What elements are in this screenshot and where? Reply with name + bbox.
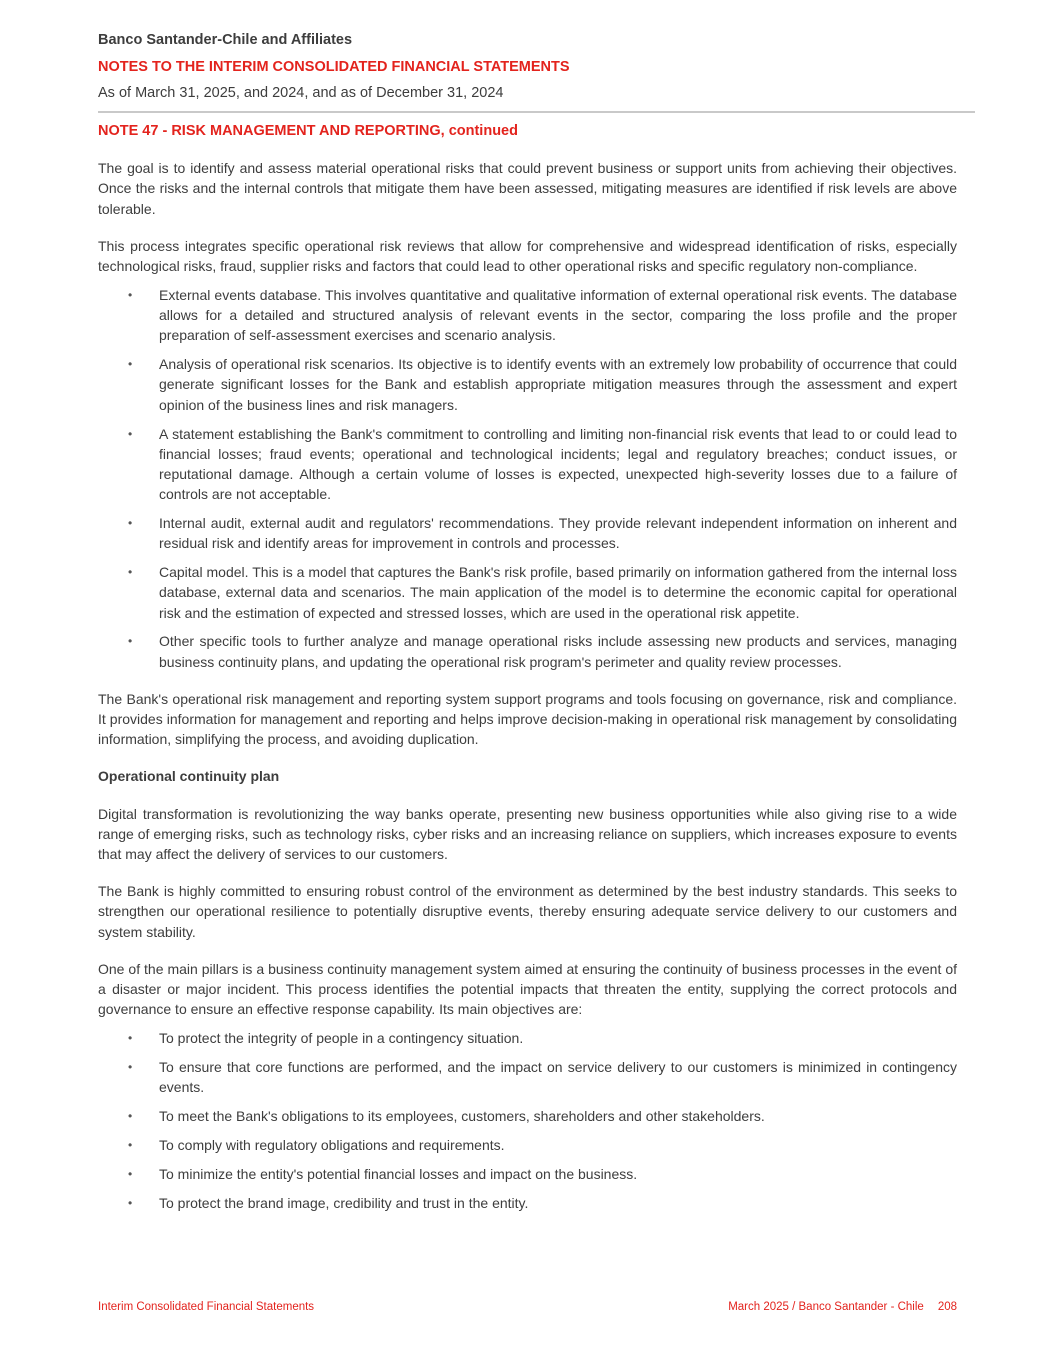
- risk-tools-list: [98, 285, 957, 672]
- bullet-icon: •: [128, 426, 133, 441]
- bullet-icon: •: [128, 516, 133, 530]
- objectives-list: [98, 1028, 957, 1213]
- bullet-icon: •: [128, 1195, 133, 1210]
- paragraph-commitment: The Bank is highly committed to ensuring robust control of the environment as determined by the best industry standards. This seeks to strengthen our operational resilience to potentially disruptive events, thereby ensuring adequate service delivery to our customers and system stability.: [98, 883, 957, 940]
- bullet-icon: •: [128, 1031, 133, 1046]
- list-item: [98, 1057, 957, 1097]
- list-item-text: Analysis of operational risk scenarios. Its objective is to identify events with an extremely low probability of occurrence that could generate significant losses for the Bank and establish appropriate mitigation measures through the assessment and expert opinion of the business lines and risk managers.: [159, 356, 957, 413]
- footer-right: [728, 1301, 957, 1313]
- list-item-text: Capital model. This is a model that captures the Bank's risk profile, based primarily on information gathered from the internal loss database, external data and scenarios. The main application of the model is to determine the economic capital for operational risk and the estimation of expected and stressed losses, which are used in the operational risk appetite.: [159, 564, 957, 621]
- bullet-icon: •: [128, 287, 133, 302]
- list-item-text: Other specific tools to further analyze and manage operational risks include assessing new products and services, managing business continuity plans, and updating the operational risk program's perimeter and quality review processes.: [159, 633, 957, 670]
- paragraph-goal: The goal is to identify and assess material operational risks that could prevent business or support units from achieving their objectives. Once the risks and the internal controls that mitigate them have been assessed, mitigating measures are identified if risk levels are above tolerable.: [98, 160, 957, 217]
- bullet-icon: •: [128, 634, 133, 649]
- list-item: [98, 1193, 957, 1213]
- list-item: [98, 562, 957, 623]
- list-item-text: External events database. This involves quantitative and qualitative information of external operational risk events. The database allows for a detailed and structured analysis of relevant events in the sector, comparing the loss profile and the proper preparation of self-assessment exercises and scenario analysis.: [159, 286, 957, 344]
- footer-period-bank: March 2025 / Banco Santander - Chile: [728, 1301, 924, 1313]
- list-item-text: To meet the Bank's obligations to its employees, customers, shareholders and other stakeholders.: [159, 1108, 765, 1125]
- list-item: [98, 424, 957, 505]
- page-header: [98, 30, 975, 103]
- list-item-text: To ensure that core functions are performed, and the impact on service delivery to our customers is minimized in contingency events.: [159, 1059, 957, 1096]
- as-of-date: As of March 31, 2025, and 2024, and as of December 31, 2024: [98, 85, 504, 101]
- list-item: [98, 285, 957, 346]
- bullet-icon: •: [128, 357, 133, 372]
- company-name: Banco Santander-Chile and Affiliates: [98, 32, 353, 48]
- note-heading: NOTE 47 - RISK MANAGEMENT AND REPORTING, continued: [98, 123, 518, 139]
- page-number: 208: [937, 1301, 957, 1313]
- header-divider: [98, 111, 975, 113]
- paragraph-process: This process integrates specific operational risk reviews that allow for comprehensive and widespread identification of risks, especially technological risks, fraud, supplier risks and factors that could lead to other operational risks and specific regulatory non-compliance.: [98, 237, 957, 275]
- main-content: [98, 121, 957, 1213]
- bullet-icon: •: [128, 1060, 133, 1075]
- list-item-text: To comply with regulatory obligations and requirements.: [159, 1137, 505, 1153]
- bullet-icon: •: [128, 1166, 133, 1181]
- list-item-text: Internal audit, external audit and regulators' recommendations. They provide relevant independent information on inherent and residual risk and identify areas for improvement in controls and processes.: [159, 515, 957, 552]
- paragraph-pillars: One of the main pillars is a business continuity management system aimed at ensuring the continuity of business processes in the event of a disaster or major incident. This process identifies the potential impacts that threaten the entity, supplying the correct protocols and governance to ensure an effective response capability. Its main objectives are:: [98, 960, 957, 1018]
- list-item: [98, 1164, 957, 1184]
- bullet-icon: •: [128, 1138, 133, 1152]
- paragraph-digital: Digital transformation is revolutionizing the way banks operate, presenting new business opportunities while also giving rise to a wide range of emerging risks, such as technology risks, cyber risks and an increasing reliance on suppliers, which increases exposure to events that may affect the delivery of services to our customers.: [98, 805, 957, 863]
- list-item: [98, 1028, 957, 1048]
- paragraph-system: The Bank's operational risk management and reporting system support programs and tools focusing on governance, risk and compliance. It provides information for management and reporting and helps improve decision-making in operational risk management by consolidating information, simplifying the process, and avoiding duplication.: [98, 690, 957, 748]
- notes-title: NOTES TO THE INTERIM CONSOLIDATED FINANCIAL STATEMENTS: [98, 59, 570, 75]
- list-item-text: To protect the brand image, credibility and trust in the entity.: [159, 1194, 529, 1211]
- list-item-text: To protect the integrity of people in a contingency situation.: [159, 1030, 524, 1047]
- bullet-icon: •: [128, 565, 133, 580]
- list-item: [98, 1135, 957, 1155]
- list-item: [98, 631, 957, 671]
- list-item-text: To minimize the entity's potential financial losses and impact on the business.: [159, 1165, 638, 1182]
- list-item: [98, 1106, 957, 1126]
- footer-document-title: Interim Consolidated Financial Statements: [98, 1301, 315, 1313]
- list-item: [98, 354, 957, 415]
- list-item-text: A statement establishing the Bank's commitment to controlling and limiting non-financial risk events that lead to or could lead to financial losses; fraud events; operational and technological incidents; legal and regulatory breaches; conduct issues, or reputational damage. Although a certain volume of losses is expected, unexpected high-severity losses due to a failure of controls are not acceptable.: [159, 425, 957, 503]
- list-item: [98, 513, 957, 553]
- section-subheading: Operational continuity plan: [98, 768, 280, 785]
- bullet-icon: •: [128, 1109, 133, 1124]
